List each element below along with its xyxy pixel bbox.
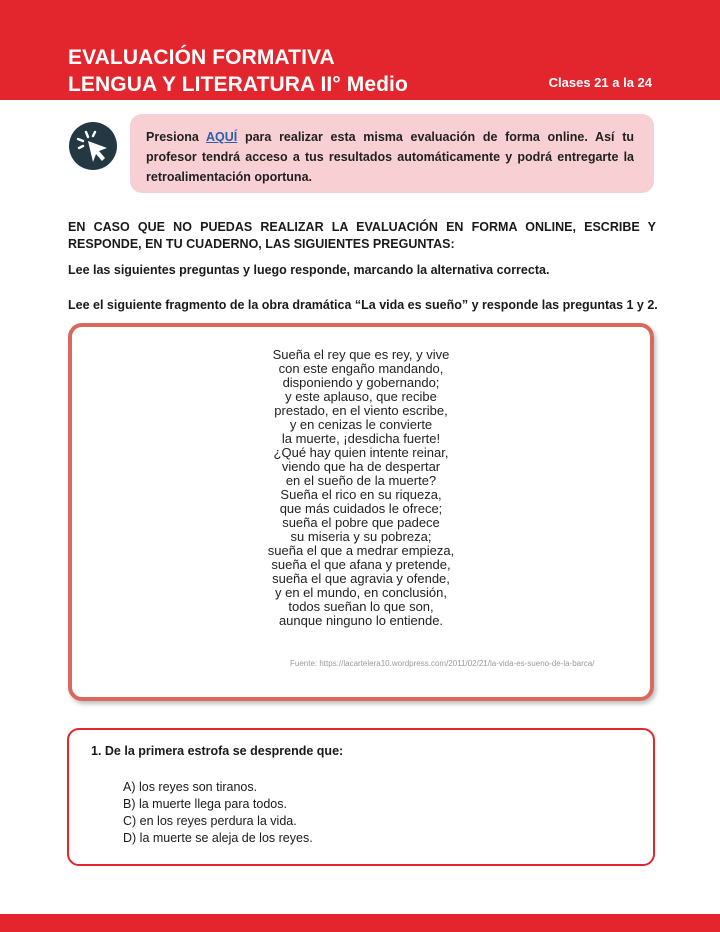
answer-option: B) la muerte llega para todos.: [123, 797, 287, 811]
offline-instructions: EN CASO QUE NO PUEDAS REALIZAR LA EVALUACIÓN EN FORMA ONLINE, ESCRIBE Y RESPONDE, EN TU CUADERNO, LAS SIGUIENTES PREGUNTAS:: [68, 220, 656, 251]
notice-text-start: Presiona: [146, 130, 207, 144]
poem-line: Sueña el rico en su riqueza,: [280, 487, 442, 502]
question-1-options: [123, 779, 313, 847]
answer-option: D) la muerte se aleja de los reyes.: [123, 831, 313, 845]
poem-line: Sueña el rey que es rey, y vive: [272, 347, 450, 362]
poem-line: aunque ninguno lo entiende.: [278, 613, 444, 628]
poem-line: viendo que ha de despertar: [281, 459, 441, 474]
poem-line: sueña el que a medrar empieza,: [267, 543, 455, 558]
poem-line: con este engaño mandando,: [278, 361, 444, 376]
notice-text-end: para realizar esta misma evaluación de forma online. Así tu profesor tendrá acceso a tus resultados automáticamente y podrá entregarte la retroalimentación oportuna.: [146, 130, 634, 184]
poem-source: Fuente: https://lacartelera10.wordpress.com/2011/02/21/la-vida-es-sueno-de-la-barca/: [290, 659, 595, 668]
online-evaluation-link[interactable]: AQUÍ: [206, 130, 238, 144]
online-notice: [130, 114, 654, 193]
poem-line: todos sueñan lo que son,: [288, 599, 434, 614]
page-header: [0, 0, 720, 100]
page-footer: [0, 914, 720, 932]
poem-box: [68, 323, 654, 701]
classes-label: Clases 21 a la 24: [548, 75, 652, 90]
title-line-1: EVALUACIÓN FORMATIVA: [68, 46, 335, 69]
answer-option: C) en los reyes perdura la vida.: [123, 814, 297, 828]
question-1-title: 1. De la primera estrofa se desprende que:: [91, 744, 344, 758]
poem-line: y este aplauso, que recibe: [285, 389, 437, 404]
poem-line: disponiendo y gobernando;: [282, 375, 440, 390]
poem-line: la muerte, ¡desdicha fuerte!: [281, 431, 441, 446]
poem-line: sueña el que afana y pretende,: [271, 557, 451, 572]
poem-line: sueña el que agravia y ofende,: [272, 571, 450, 586]
intro-line-1: Lee las siguientes preguntas y luego responde, marcando la alternativa correcta.: [68, 263, 550, 277]
poem-line: su miseria y su pobreza;: [290, 529, 432, 544]
cursor-click-icon: [69, 122, 117, 170]
poem-line: y en el mundo, en conclusión,: [275, 585, 447, 600]
page-title: [68, 44, 408, 98]
poem-text: [72, 348, 650, 628]
poem-line: ¿Qué hay quien intente reinar,: [273, 445, 449, 460]
answer-option: A) los reyes son tiranos.: [123, 780, 258, 794]
poem-line: en el sueño de la muerte?: [285, 473, 437, 488]
intro-line-2: Lee el siguiente fragmento de la obra dramática “La vida es sueño” y responde las preguntas 1 y 2.: [68, 298, 658, 312]
poem-line: sueña el pobre que padece: [282, 515, 440, 530]
question-1-box: [67, 728, 655, 866]
title-line-2: LENGUA Y LITERATURA II° Medio: [68, 73, 408, 96]
poem-line: que más cuidados le ofrece;: [279, 501, 443, 516]
poem-line: prestado, en el viento escribe,: [274, 403, 448, 418]
poem-line: y en cenizas le convierte: [289, 417, 433, 432]
